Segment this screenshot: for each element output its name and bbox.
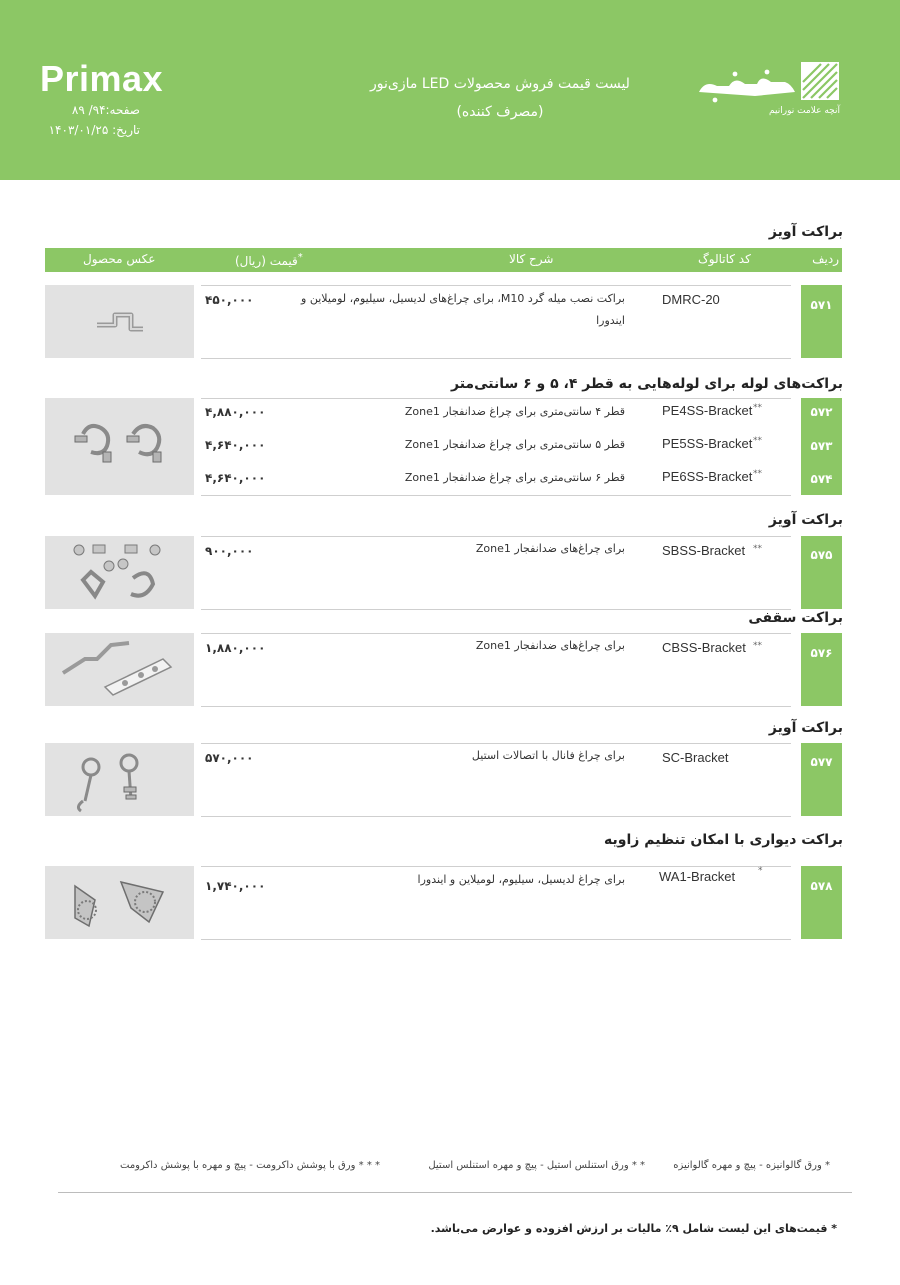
price-asterisk: * [297,252,303,263]
row-divider [201,633,791,634]
catalog-code: PE6SS-Bracket [662,469,753,484]
row-number: ۵۷۱ [810,298,833,312]
catalog-code: PE4SS-Bracket [662,403,753,418]
product-description: برای چراغ‌های ضدانفجار Zone1 [475,639,625,652]
logo-slogan: آنچه علامت نورانیم [769,106,840,116]
section-title: براکت آویز [768,224,843,240]
wall-bracket-photo-icon [45,866,194,939]
row-number: ۵۷۶ [810,646,833,660]
row-divider [201,536,791,537]
ceiling-bracket-photo-icon [45,633,194,706]
col-price: *قیمت (ریال) [235,252,303,268]
suspension-bracket-photo-icon [45,536,194,609]
row-number: ۵۷۸ [810,879,833,893]
row-number: ۵۷۳ [810,439,833,453]
product-price: ۹۰۰,۰۰۰ [205,544,254,558]
section-title: براکت آویز [768,720,843,736]
row-number-cell [801,866,842,939]
row-divider [201,706,791,707]
brand-name: Primax [40,58,164,99]
page-date: تاریخ: ۱۴۰۳/۰۱/۲۵ [48,123,140,137]
row-divider [201,743,791,744]
catalog-code: CBSS-Bracket [662,640,746,655]
catalog-code: SBSS-Bracket [662,543,746,558]
row-number-cell [801,536,842,609]
title-line-1: لیست قیمت فروش محصولات LED مازی‌نور [370,76,630,92]
row-divider [201,285,791,286]
table-column-header [45,248,842,272]
row-number: ۵۷۵ [810,548,833,562]
row-number: ۵۷۴ [810,472,833,486]
row-number-cell [801,743,842,816]
row-divider [201,816,791,817]
bracket-photo-icon [45,285,194,358]
page-meta [40,100,140,140]
material-mark: ** [753,403,762,413]
product-price: ۴,۸۸۰,۰۰۰ [205,405,266,419]
product-description: برای چراغ‌های ضدانفجار Zone1 [475,542,625,555]
row-number: ۵۷۷ [810,755,833,769]
product-photo [45,866,194,939]
col-row: ردیف [812,252,839,266]
product-description: قطر ۵ سانتی‌متری برای چراغ ضدانفجار Zone1 [404,438,625,451]
row-divider [201,609,791,610]
logo-mark-icon [695,62,840,106]
material-mark: * [758,866,763,876]
product-price: ۱,۸۸۰,۰۰۰ [205,641,266,655]
section-title: براکت دیواری با امکان تنظیم زاویه [604,832,843,848]
section-title: براکت‌های لوله برای لوله‌هایی به قطر ۴، ۵ و ۶ سانتی‌متر [450,376,843,392]
row-divider [201,866,791,867]
catalog-code: PE5SS-Bracket [662,436,753,451]
row-number-cell [801,285,842,358]
product-photo [45,536,194,609]
row-number: ۵۷۲ [810,405,833,419]
row-divider [201,939,791,940]
product-description: برای چراغ لدیسیل، سیلیوم، لومیلاین و ایندورا [417,873,625,886]
product-photo [45,633,194,706]
product-price: ۴,۶۴۰,۰۰۰ [205,471,266,485]
row-divider [201,358,791,359]
legend-dacromet: * * * ورق با پوشش داکرومت - پیچ و مهره با پوشش داکرومت [120,1160,380,1171]
legend-stainless: * * ورق استنلس استیل - پیچ و مهره استنلس استیل [428,1160,645,1171]
product-price: ۵۷۰,۰۰۰ [205,751,254,765]
product-photo [45,743,194,816]
material-mark: ** [753,469,762,479]
catalog-code: SC-Bracket [662,750,729,765]
product-photo [45,285,194,358]
tax-footnote: * قیمت‌های این لیست شامل ۹٪ مالیات بر ارزش افزوده و عوارض می‌باشد. [430,1222,837,1235]
product-description: قطر ۴ سانتی‌متری برای چراغ ضدانفجار Zone1 [404,405,625,418]
product-price: ۴,۶۴۰,۰۰۰ [205,438,266,452]
col-code: کد کاتالوگ [698,252,751,266]
product-description: برای چراغ فانال با اتصالات استیل [471,749,625,762]
material-mark: ** [753,641,762,651]
col-description: شرح کالا [509,252,554,266]
col-photo: عکس محصول [83,252,156,266]
title-line-2: (مصرف کننده) [456,104,544,120]
page-number: صفحه:۹۴/ ۸۹ [71,103,140,117]
row-divider [201,398,791,399]
page-header [0,0,900,180]
row-divider [201,495,791,496]
pipe-clamp-photo-icon [45,398,194,495]
product-description: براکت نصب میله گرد M10، برای چراغ‌های لدیسیل، سیلیوم، لومیلاین و ایندورا [301,292,625,327]
company-logo [695,62,840,122]
product-price: ۱,۷۴۰,۰۰۰ [205,879,266,893]
product-description: قطر ۶ سانتی‌متری برای چراغ ضدانفجار Zone1 [404,471,625,484]
catalog-code: WA1-Bracket [659,869,736,884]
section-title: براکت آویز [768,512,843,528]
eye-hook-photo-icon [45,743,194,816]
document-title [250,70,750,126]
product-price: ۴۵۰,۰۰۰ [205,293,254,307]
row-number-cell [801,633,842,706]
footer-divider [58,1192,852,1193]
material-mark: ** [753,436,762,446]
product-photo [45,398,194,495]
section-title: براکت سقفی [748,610,843,626]
material-mark: ** [753,544,762,554]
catalog-code: DMRC-20 [662,292,720,307]
legend-galvanized: * ورق گالوانیزه - پیچ و مهره گالوانیزه [673,1160,830,1171]
